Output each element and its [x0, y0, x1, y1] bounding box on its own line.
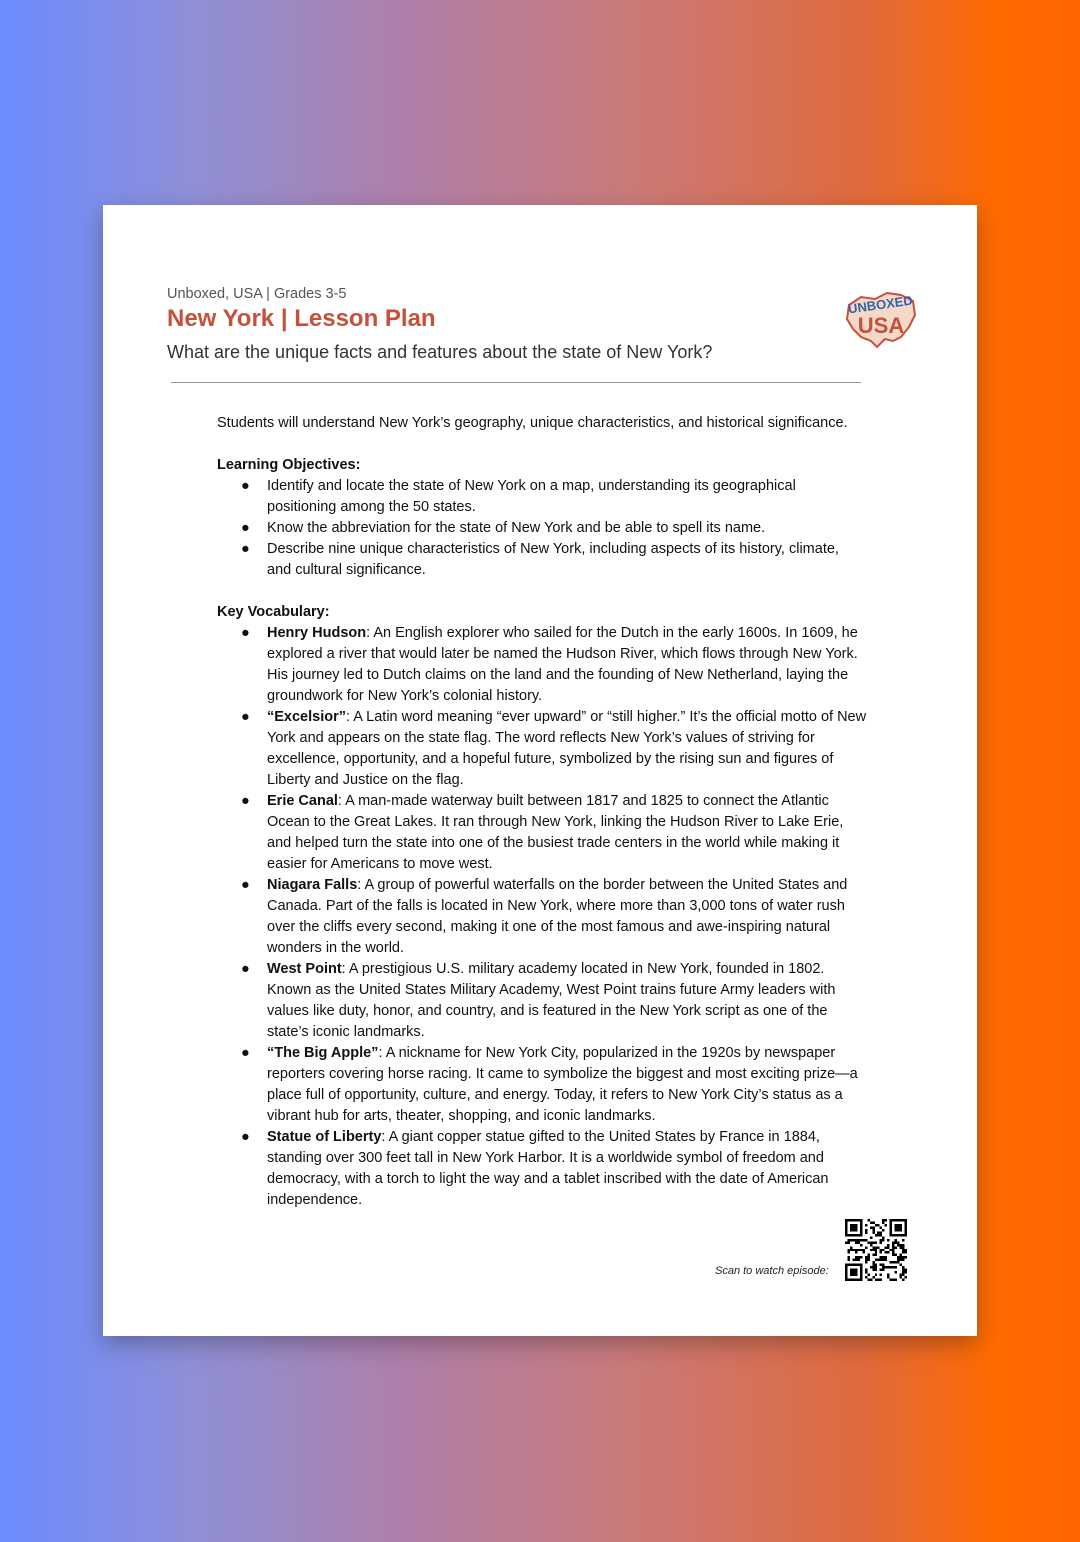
qr-code-icon[interactable] [845, 1219, 907, 1281]
bullet-icon: ● [241, 541, 250, 557]
lesson-plan-page [103, 205, 977, 1336]
objective-text: Describe nine unique characteristics of New York, including aspects of its history, climate, and cultural significance. [267, 541, 839, 578]
bullet-icon: ● [241, 877, 250, 893]
logo-text-bottom: USA [857, 313, 905, 338]
vocabulary-definition: : A nickname for New York City, popularized in the 1920s by newspaper reporters covering horse racing. It came to symbolize the biggest and most exciting prize—a place full of opportunity, culture, and energy. Today, it refers to New York City’s status as a vibrant hub for arts, theater, shopping, and iconic landmarks. [267, 1045, 858, 1124]
vocabulary-list [217, 623, 867, 1211]
vocabulary-term: Statue of Liberty [267, 1129, 382, 1145]
vocabulary-definition: : An English explorer who sailed for the Dutch in the early 1600s. In 1609, he explored a river that would later be named the Hudson River, which flows through New York. His journey led to Dutch claims on the land and the founding of New Netherland, laying the groundwork for New York’s colonial history. [267, 625, 858, 704]
objectives-heading: Learning Objectives: [217, 457, 361, 473]
vocabulary-term: Erie Canal [267, 793, 338, 809]
vocabulary-term: West Point [267, 961, 342, 977]
vocabulary-definition: : A prestigious U.S. military academy located in New York, founded in 1802. Known as the United States Military Academy, West Point trains future Army leaders with values like duty, honor, and country, and is featured in the New York script as one of the state’s iconic landmarks. [267, 961, 836, 1040]
vocabulary-term: Niagara Falls [267, 877, 358, 893]
vocabulary-item [217, 875, 867, 959]
lesson-content [217, 413, 867, 1211]
vocabulary-definition: : A man-made waterway built between 1817 and 1825 to connect the Atlantic Ocean to the Great Lakes. It ran through New York, linking the Hudson River to Lake Erie, and helped turn the state into one of the busiest trade centers in the world while making it easier for Americans to move west. [267, 793, 844, 872]
bullet-icon: ● [241, 625, 250, 641]
vocabulary-term: Henry Hudson [267, 625, 367, 641]
bullet-icon: ● [241, 1045, 250, 1061]
objective-item [217, 539, 867, 581]
objective-text: Know the abbreviation for the state of New York and be able to spell its name. [267, 520, 766, 536]
objective-text: Identify and locate the state of New York on a map, understanding its geographical positioning among the 50 states. [267, 478, 796, 515]
bullet-icon: ● [241, 520, 250, 536]
vocabulary-term: “Excelsior” [267, 709, 346, 725]
objective-item [217, 518, 867, 539]
bullet-icon: ● [241, 961, 250, 977]
bullet-icon: ● [241, 709, 250, 725]
vocabulary-item [217, 623, 867, 707]
unboxed-usa-logo [841, 275, 921, 355]
vocabulary-item [217, 1043, 867, 1127]
vocabulary-definition: : A giant copper statue gifted to the United States by France in 1884, standing over 300 feet tall in New York Harbor. It is a worldwide symbol of freedom and democracy, with a torch to light the way and a tablet inscribed with the date of American independence. [267, 1129, 829, 1208]
vocabulary-item [217, 1127, 867, 1211]
vocabulary-item [217, 791, 867, 875]
logo-text-top: UNBOXED [847, 292, 914, 317]
vocabulary-term: “The Big Apple” [267, 1045, 379, 1061]
page-title: New York | Lesson Plan [167, 305, 436, 332]
vocabulary-heading: Key Vocabulary: [217, 604, 330, 620]
course-subtitle: Unboxed, USA | Grades 3-5 [167, 286, 347, 302]
vocabulary-item [217, 959, 867, 1043]
vocabulary-definition: : A Latin word meaning “ever upward” or “still higher.” It’s the official motto of New York and appears on the state flag. The word reflects New York’s values of striving for excellence, opportunity, and a hopeful future, symbolized by the rising sun and figures of Liberty and Justice on the flag. [267, 709, 867, 788]
vocabulary-definition: : A group of powerful waterfalls on the border between the United States and Canada. Part of the falls is located in New York, where more than 3,000 tons of water rush over the cliffs every second, making it one of the most famous and awe-inspiring natural wonders in the world. [267, 877, 848, 956]
objectives-list [217, 476, 867, 581]
objective-item [217, 476, 867, 518]
guiding-question: What are the unique facts and features about the state of New York? [167, 342, 713, 362]
bullet-icon: ● [241, 1129, 250, 1145]
scan-label: Scan to watch episode: [715, 1265, 829, 1277]
vocabulary-item [217, 707, 867, 791]
bullet-icon: ● [241, 793, 250, 809]
intro-paragraph: Students will understand New York’s geography, unique characteristics, and historical significance. [217, 415, 848, 431]
bullet-icon: ● [241, 478, 250, 494]
header-divider [171, 382, 861, 383]
